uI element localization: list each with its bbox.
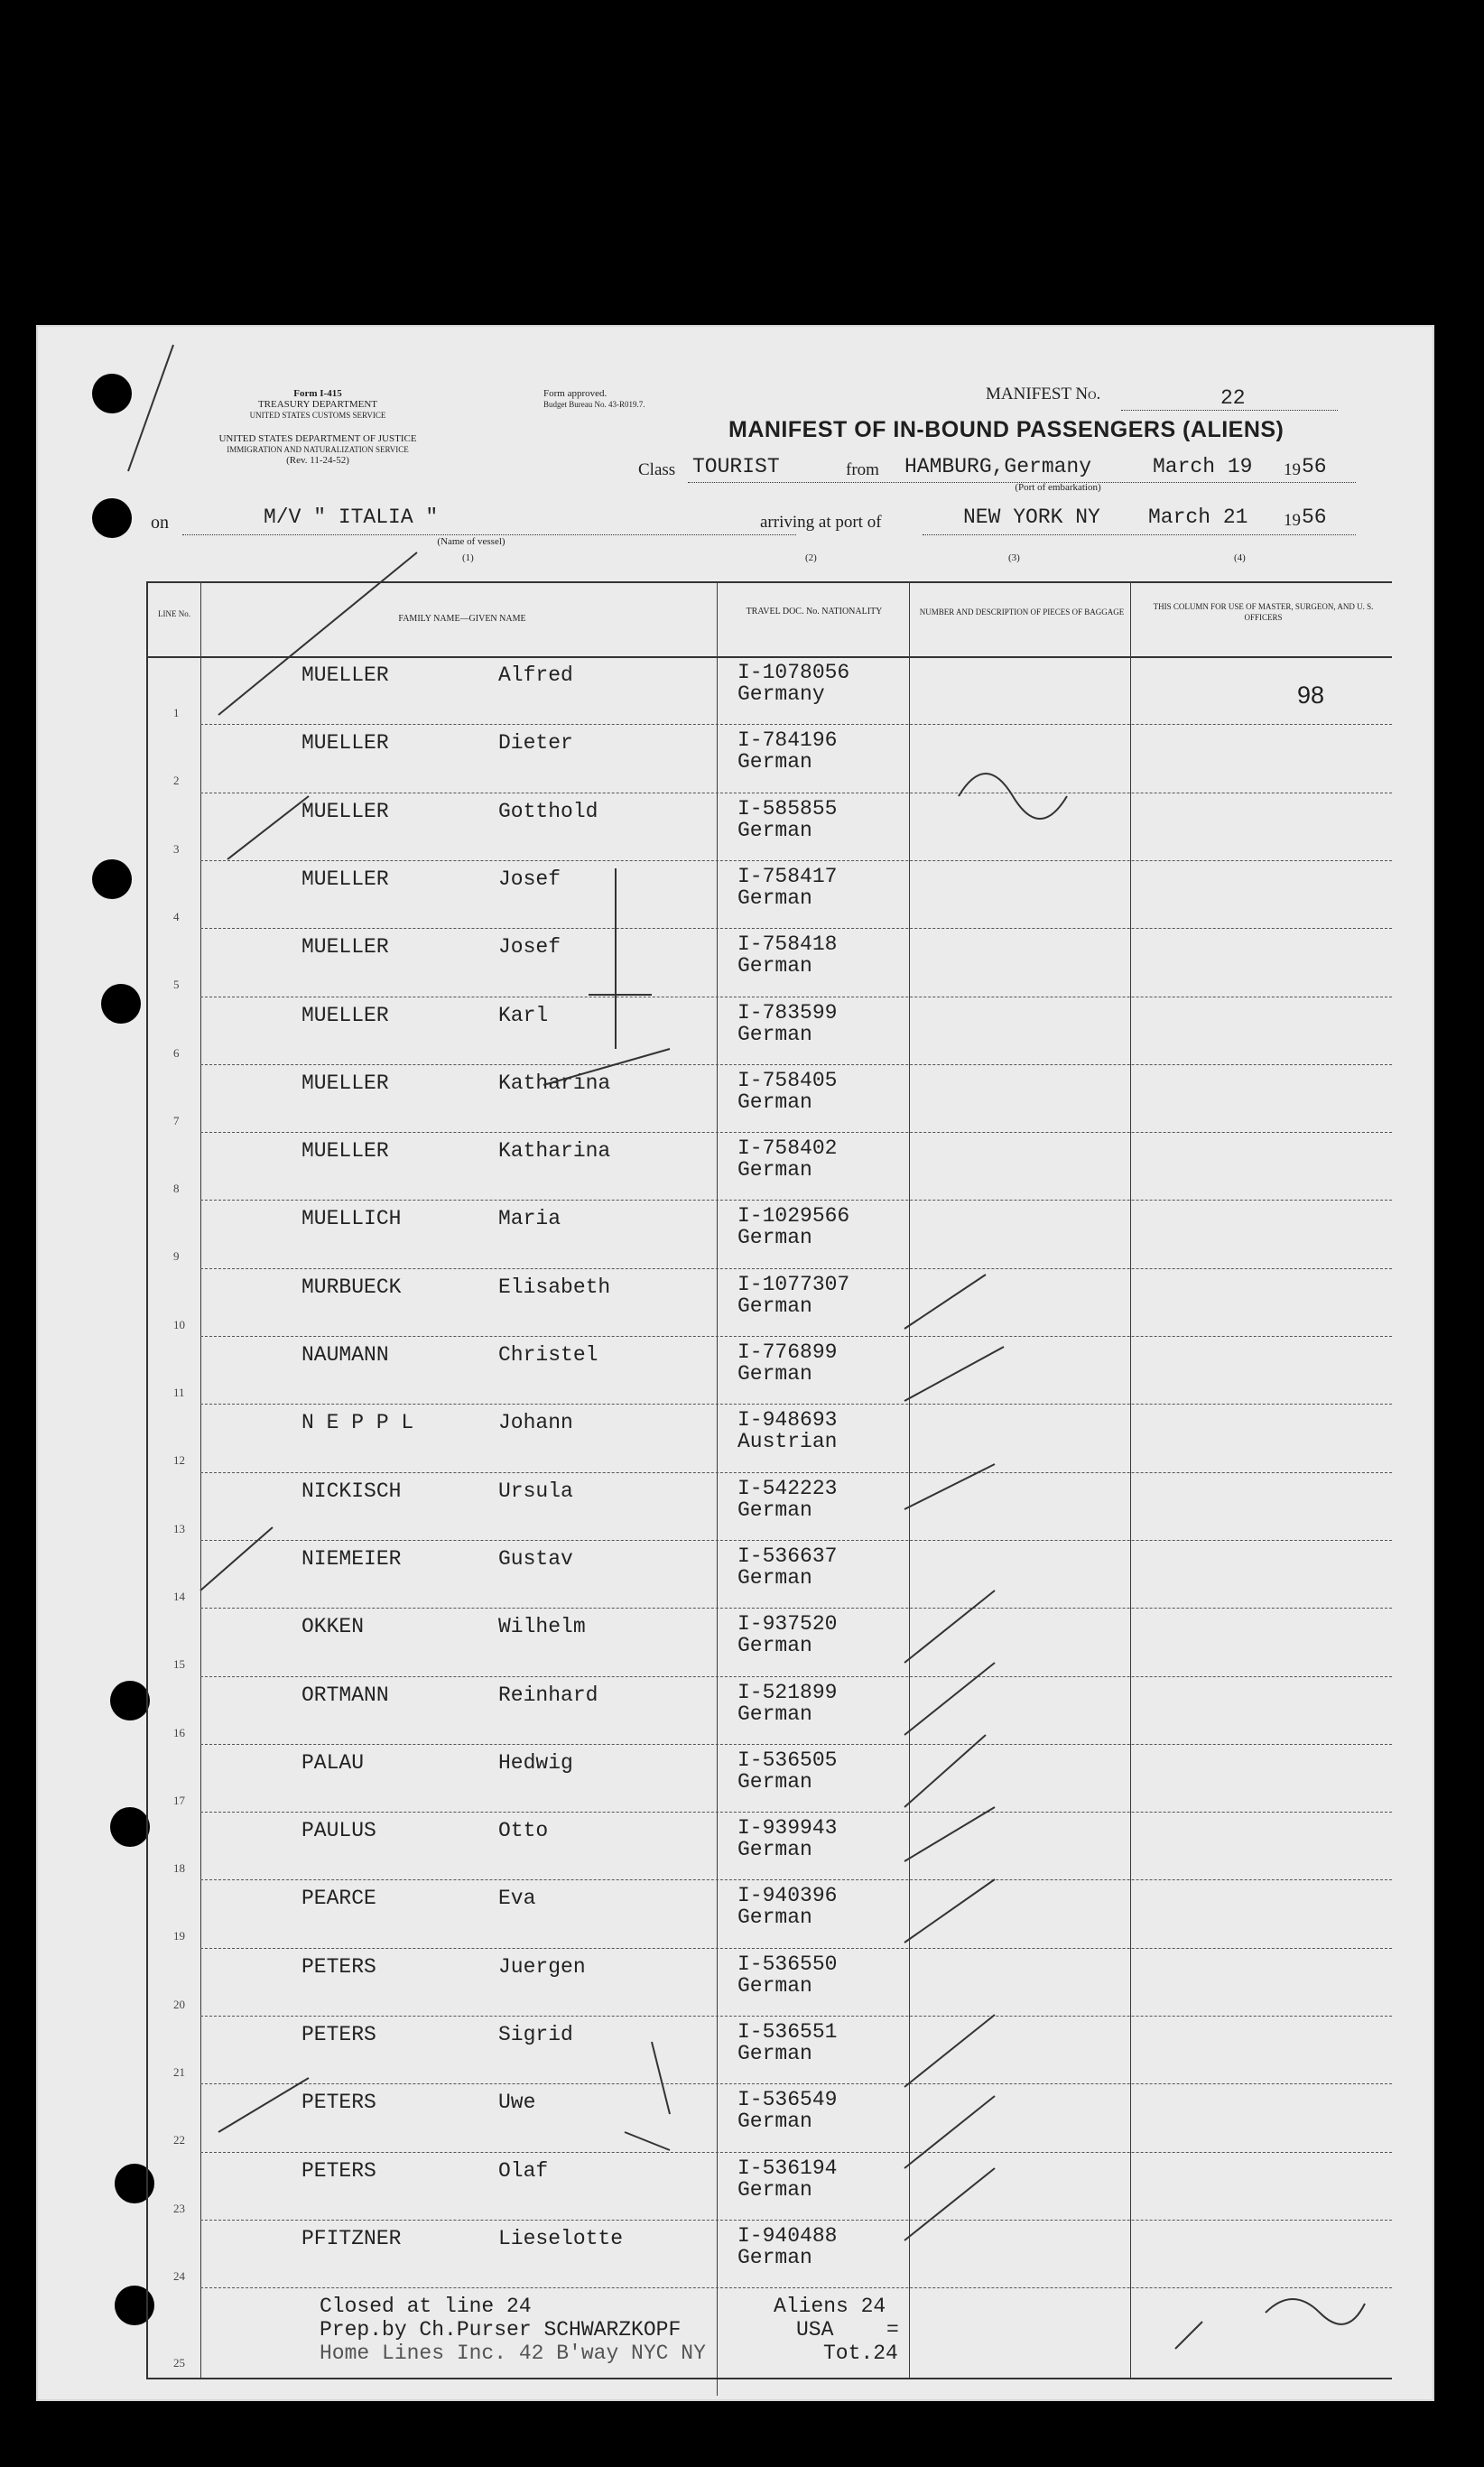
manifest-number-label: MANIFEST No. <box>986 385 1101 403</box>
nationality: German <box>737 1769 812 1794</box>
given-name: Eva <box>498 1887 536 1911</box>
line-number: 23 <box>173 2201 185 2215</box>
family-name: ORTMANN <box>301 1683 389 1707</box>
family-name: PETERS <box>301 2091 376 2115</box>
travel-doc-number: I-937520 <box>737 1612 838 1637</box>
nationality: German <box>737 2042 812 2065</box>
given-name: Josef <box>498 935 561 960</box>
family-name: OKKEN <box>301 1615 365 1639</box>
arrival-year: 56 <box>1302 505 1327 529</box>
given-name: Maria <box>498 1207 561 1231</box>
line-number: 11 <box>173 1386 185 1399</box>
arrival-port: NEW YORK NY <box>963 505 1100 529</box>
line-number: 6 <box>173 1045 180 1060</box>
line-number: 7 <box>173 1113 180 1127</box>
travel-doc-number: I-536194 <box>737 2156 838 2180</box>
family-name: MUELLER <box>301 867 389 891</box>
given-name: Olaf <box>498 2158 549 2183</box>
column-number: (4) <box>1234 552 1246 563</box>
travel-doc-number: I-542223 <box>737 1476 838 1500</box>
from-label: from <box>846 460 879 479</box>
prepared-by: Prep.by Ch.Purser SCHWARZKOPF <box>320 2318 682 2342</box>
embarkation-date: March 19 <box>1153 455 1253 478</box>
travel-doc-number: I-1029566 <box>737 1204 850 1229</box>
form-number-block: Form I-415 TREASURY DEPARTMENT UNITED STATES CUSTOMS SERVICE <box>249 388 386 420</box>
given-name: Christel <box>498 1343 598 1367</box>
column-number: (3) <box>1008 552 1020 563</box>
family-name: PETERS <box>301 2023 376 2046</box>
manifest-sheet <box>36 325 1434 2401</box>
manifest-number: 22 <box>1220 386 1246 410</box>
nationality: Germany <box>737 682 825 706</box>
arrival-year-prefix: 19 <box>1284 511 1301 530</box>
given-name: Lieselotte <box>498 2226 624 2250</box>
nationality: German <box>737 1973 812 1998</box>
shipping-agent: Home Lines Inc. 42 B'way NYC NY <box>320 2342 706 2365</box>
family-name: MUELLER <box>301 731 389 756</box>
given-name: Otto <box>498 1819 549 1843</box>
travel-doc-number: I-758418 <box>737 932 838 957</box>
travel-doc-number: I-948693 <box>737 1408 838 1433</box>
line-number: 9 <box>173 1249 180 1264</box>
vessel-name: M/V " ITALIA " <box>264 505 439 529</box>
given-name: Katharina <box>498 1071 611 1095</box>
usa-count-mark: = <box>886 2318 899 2342</box>
given-name: Reinhard <box>498 1683 598 1707</box>
line-number: 19 <box>173 1929 185 1943</box>
travel-doc-number: I-536550 <box>737 1952 838 1976</box>
family-name: MUELLER <box>301 1003 389 1027</box>
family-name: MUELLER <box>301 799 389 823</box>
family-name: NAUMANN <box>301 1343 389 1367</box>
line-number: 16 <box>173 1725 185 1739</box>
line-number: 8 <box>173 1182 180 1196</box>
given-name: Wilhelm <box>498 1615 586 1639</box>
given-name: Gotthold <box>498 799 598 823</box>
family-name: MUELLICH <box>301 1207 402 1231</box>
travel-doc-number: I-783599 <box>737 1000 838 1025</box>
family-name: PALAU <box>301 1750 365 1775</box>
nationality: German <box>737 1158 812 1182</box>
travel-doc-number: I-776899 <box>737 1340 838 1364</box>
column-header-baggage: NUMBER AND DESCRIPTION OF PIECES OF BAGGAGE <box>919 607 1125 617</box>
embarkation-year-prefix: 19 <box>1284 460 1301 479</box>
family-name: PETERS <box>301 1954 376 1979</box>
nationality: German <box>737 886 812 910</box>
travel-doc-number: I-939943 <box>737 1816 838 1841</box>
department-block: UNITED STATES DEPARTMENT OF JUSTICE IMMIGRATION AND NATURALIZATION SERVICE (Rev. 11-24-52) <box>218 433 417 466</box>
usa-count-label: USA <box>796 2318 834 2342</box>
embarkation-caption: (Port of embarkation) <box>1015 482 1101 493</box>
family-name: MUELLER <box>301 935 389 960</box>
line-number: 3 <box>173 841 180 856</box>
given-name: Sigrid <box>498 2023 573 2046</box>
on-label: on <box>151 513 169 533</box>
travel-doc-number: I-758417 <box>737 864 838 888</box>
line-number: 12 <box>173 1453 185 1468</box>
page-title: MANIFEST OF IN-BOUND PASSENGERS (ALIENS) <box>728 417 1285 442</box>
form-approval-block: Form approved. Budget Bureau No. 43-R019.7. <box>543 388 645 409</box>
travel-doc-number: I-536549 <box>737 2088 838 2112</box>
travel-doc-number: I-758405 <box>737 1068 838 1092</box>
travel-doc-number: I-536505 <box>737 1748 838 1772</box>
officer-note: 98 <box>1297 682 1325 709</box>
line-number: 21 <box>173 2065 185 2079</box>
given-name: Ursula <box>498 1479 573 1503</box>
nationality: German <box>737 1702 812 1726</box>
family-name: PEARCE <box>301 1887 376 1911</box>
travel-doc-number: I-940396 <box>737 1884 838 1908</box>
arrival-date: March 21 <box>1148 505 1248 529</box>
class-value: TOURIST <box>692 455 780 478</box>
nationality: German <box>737 954 812 978</box>
travel-doc-number: I-758402 <box>737 1136 838 1161</box>
nationality: German <box>737 1498 812 1522</box>
nationality: German <box>737 2110 812 2134</box>
line-number: 20 <box>173 1997 185 2011</box>
travel-doc-number: I-585855 <box>737 796 838 821</box>
given-name: Uwe <box>498 2091 536 2115</box>
column-header-travel-doc: TRAVEL DOC. No. NATIONALITY <box>746 607 883 617</box>
travel-doc-number: I-1077307 <box>737 1272 850 1296</box>
nationality: Austrian <box>737 1430 838 1454</box>
closed-at-line: Closed at line 24 <box>320 2295 532 2318</box>
nationality: German <box>737 1294 812 1318</box>
line-number: 4 <box>173 909 180 923</box>
family-name: PETERS <box>301 2158 376 2183</box>
given-name: Katharina <box>498 1139 611 1164</box>
nationality: German <box>737 1838 812 1862</box>
nationality: German <box>737 2177 812 2202</box>
nationality: German <box>737 1362 812 1386</box>
nationality: German <box>737 818 812 842</box>
line-number: 17 <box>173 1793 185 1807</box>
arriving-label: arriving at port of <box>760 513 882 532</box>
travel-doc-number: I-1078056 <box>737 661 850 684</box>
given-name: Hedwig <box>498 1750 573 1775</box>
travel-doc-number: I-784196 <box>737 728 838 753</box>
nationality: German <box>737 1226 812 1250</box>
nationality: German <box>737 750 812 774</box>
column-header-name: FAMILY NAME—GIVEN NAME <box>398 614 526 624</box>
line-number: 25 <box>173 2356 185 2370</box>
given-name: Josef <box>498 867 561 891</box>
given-name: Gustav <box>498 1546 573 1571</box>
column-header-line-no: LINE No. <box>158 609 190 618</box>
family-name: PFITZNER <box>301 2226 402 2250</box>
travel-doc-number: I-940488 <box>737 2223 838 2248</box>
line-number: 2 <box>173 774 180 788</box>
given-name: Juergen <box>498 1954 586 1979</box>
family-name: PAULUS <box>301 1819 376 1843</box>
class-label: Class <box>638 460 676 479</box>
grand-total: Tot.24 <box>823 2342 898 2365</box>
line-number: 14 <box>173 1589 185 1603</box>
port-of-embarkation: HAMBURG,Germany <box>904 455 1092 478</box>
given-name: Alfred <box>498 663 573 687</box>
line-number: 15 <box>173 1657 185 1672</box>
family-name: NICKISCH <box>301 1479 402 1503</box>
column-number: (2) <box>805 552 817 563</box>
family-name: MUELLER <box>301 663 389 687</box>
line-number: 22 <box>173 2133 185 2147</box>
family-name: MUELLER <box>301 1139 389 1164</box>
nationality: German <box>737 1090 812 1114</box>
nationality: German <box>737 1022 812 1046</box>
nationality: German <box>737 1634 812 1658</box>
aliens-total: Aliens 24 <box>774 2295 886 2318</box>
line-number: 5 <box>173 978 180 992</box>
given-name: Dieter <box>498 731 573 756</box>
family-name: NIEMEIER <box>301 1546 402 1571</box>
line-number: 24 <box>173 2268 185 2283</box>
given-name: Elisabeth <box>498 1275 611 1299</box>
travel-doc-number: I-536551 <box>737 2020 838 2044</box>
travel-doc-number: I-521899 <box>737 1680 838 1704</box>
vessel-caption: (Name of vessel) <box>437 536 505 547</box>
line-number: 1 <box>173 706 180 719</box>
given-name: Johann <box>498 1411 573 1435</box>
given-name: Karl <box>498 1003 549 1027</box>
nationality: German <box>737 1565 812 1590</box>
embarkation-year: 56 <box>1302 455 1327 478</box>
column-number: (1) <box>462 552 474 563</box>
column-header-officers: THIS COLUMN FOR USE OF MASTER, SURGEON, AND U. S. OFFICERS <box>1153 602 1374 622</box>
pen-marks <box>38 327 1433 2399</box>
line-number: 13 <box>173 1521 185 1535</box>
family-name: MUELLER <box>301 1071 389 1095</box>
nationality: German <box>737 1906 812 1930</box>
line-number: 18 <box>173 1861 185 1876</box>
family-name: N E P P L <box>301 1411 414 1435</box>
family-name: MURBUECK <box>301 1275 402 1299</box>
line-number: 10 <box>173 1317 185 1331</box>
nationality: German <box>737 2245 812 2269</box>
travel-doc-number: I-536637 <box>737 1544 838 1568</box>
